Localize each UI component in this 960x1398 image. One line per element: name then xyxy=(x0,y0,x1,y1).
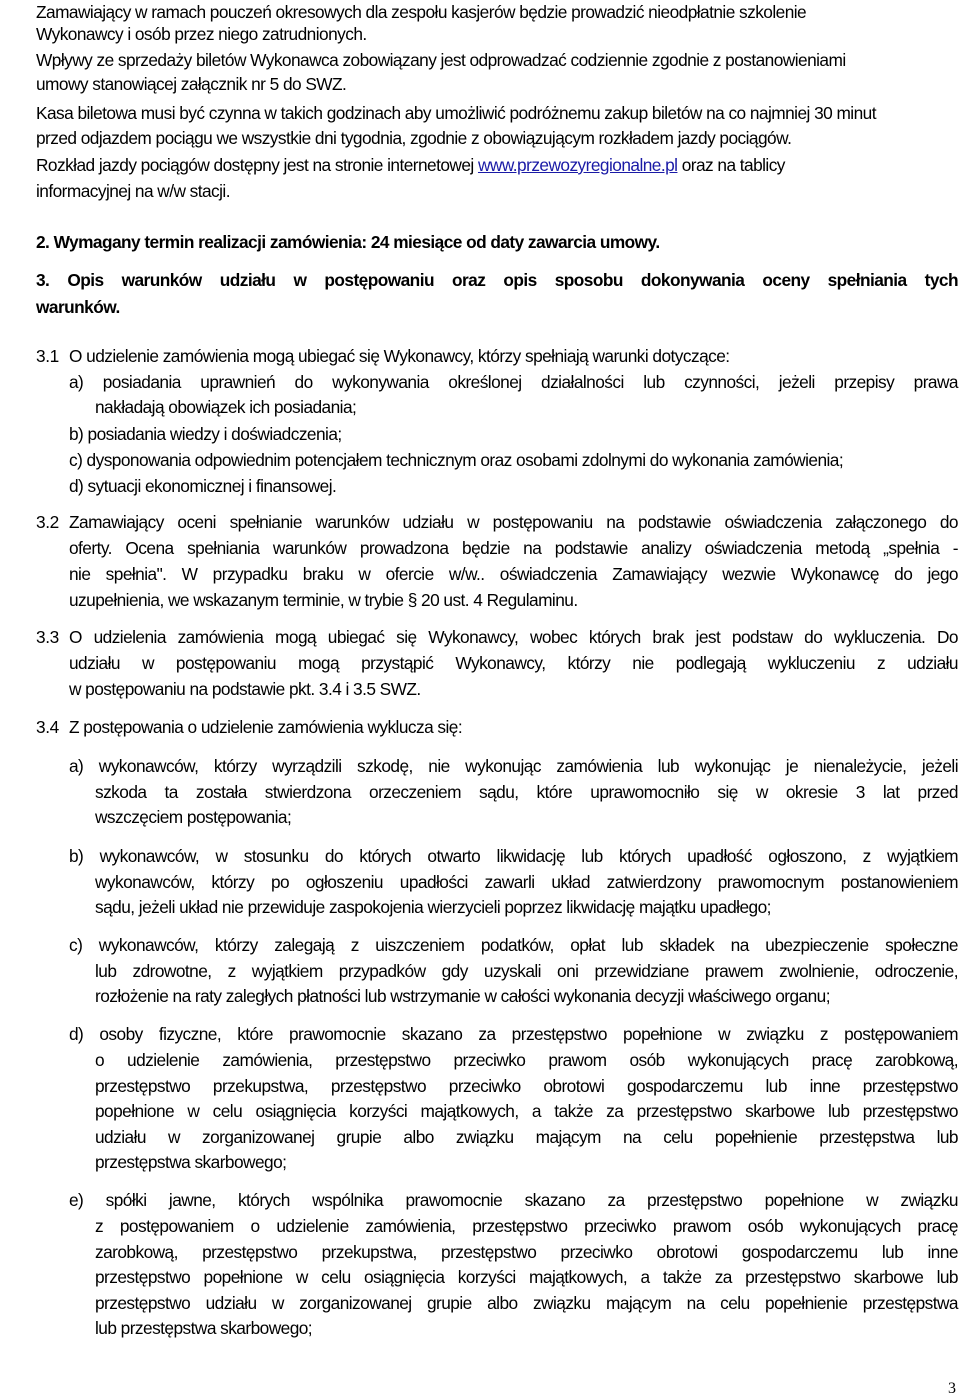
point-3-1-number: 3.1 xyxy=(36,346,59,366)
point-3-3-number: 3.3 xyxy=(36,627,59,647)
intro-line-8: informacyjnej na w/w stacji. xyxy=(36,181,230,201)
point-3-4-d-line-5: udziału w zorganizowanej grupie albo związku mającym na celu popełnienie przestępstwa lub xyxy=(95,1127,958,1147)
point-3-2-line-3: nie spełnia". W przypadku braku w ofercie w/w.. oświadczenia Zamawiający wezwie Wykonawcę do jego xyxy=(69,564,958,584)
point-3-4-e-line-5: przestępstwo udziału w zorganizowanej grupie albo związku mającym na celu popełnienie przestępstwa xyxy=(95,1293,958,1313)
section-3-heading-line-2: warunków. xyxy=(36,297,120,317)
point-3-1-text: O udzielenie zamówienia mogą ubiegać się Wykonawcy, którzy spełniają warunki dotyczące: xyxy=(69,346,730,366)
point-3-4-a-line-3: wszczęciem postępowania; xyxy=(95,807,292,827)
intro-line-3: Wpływy ze sprzedaży biletów Wykonawca zobowiązany jest odprowadzać codziennie zgodnie z postanowieniami xyxy=(36,50,846,70)
point-3-1-a-line-2: nakładają obowiązek ich posiadania; xyxy=(95,397,357,417)
page-number: 3 xyxy=(948,1380,956,1397)
point-3-4-d-line-4: popełnione w celu osiągnięcia korzyści majątkowych, a także za przestępstwo skarbowe lub przestępstwo xyxy=(95,1101,958,1121)
point-3-3-line-3: w postępowaniu na podstawie pkt. 3.4 i 3.5 SWZ. xyxy=(69,679,421,699)
intro-line-1: Zamawiający w ramach pouczeń okresowych dla zespołu kasjerów będzie prowadzić nieodpłatnie szkolenie xyxy=(36,2,807,22)
point-3-1-c: c) dysponowania odpowiednim potencjałem technicznym oraz osobami zdolnymi do wykonania zamówienia; xyxy=(69,450,844,470)
point-3-4-d-line-2: o udzielenie zamówienia, przestępstwo przeciwko prawom osób wykonujących pracę zarobkową, xyxy=(95,1050,958,1070)
point-3-2-line-2: oferty. Ocena spełniania warunków prowadzona będzie na podstawie analizy oświadczenia metodą „spełnia - xyxy=(69,538,958,558)
point-3-2-number: 3.2 xyxy=(36,512,59,532)
website-link[interactable]: www.przewozyregionalne.pl xyxy=(477,155,678,175)
intro-line-7-tail: oraz na tablicy xyxy=(677,155,785,175)
point-3-2-line-1: Zamawiający oceni spełnianie warunków udziału w postępowaniu na podstawie oświadczenia załączonego do xyxy=(69,512,958,532)
intro-line-2: Wykonawcy i osób przez niego zatrudnionych. xyxy=(36,24,367,44)
point-3-4-d-line-1: d) osoby fizyczne, które prawomocnie skazano za przestępstwo popełnione w związku z postępowaniem xyxy=(69,1024,958,1044)
point-3-4-a-line-1: a) wykonawców, którzy wyrządzili szkodę, nie wykonując zamówienia lub wykonując je nienależycie, jeżeli xyxy=(69,756,958,776)
section-3-heading-line-1: 3. Opis warunków udziału w postępowaniu oraz opis sposobu dokonywania oceny spełniania tych xyxy=(36,270,958,290)
point-3-4-b-line-3: sądu, jeżeli układ nie przewiduje zaspokojenia wierzycieli poprzez likwidację majątku upadłego; xyxy=(95,897,771,917)
point-3-4-b-line-2: wykonawców, którzy po ogłoszeniu upadłości zawarli układ zatwierdzony prawomocnym postanowieniem xyxy=(95,872,958,892)
point-3-4-c-line-3: rozłożenie na raty zaległych płatności lub wstrzymanie w całości wykonania decyzji właściwego organu; xyxy=(95,986,830,1006)
point-3-1-b: b) posiadania wiedzy i doświadczenia; xyxy=(69,424,342,444)
point-3-1-d: d) sytuacji ekonomicznej i finansowej. xyxy=(69,476,337,496)
point-3-4-d-line-6: przestępstwa skarbowego; xyxy=(95,1152,287,1172)
intro-line-6: przed odjazdem pociągu we wszystkie dni tygodnia, zgodnie z obowiązującym rozkładem jazdy pociągów. xyxy=(36,128,792,148)
intro-line-7 xyxy=(36,155,785,175)
point-3-4-text: Z postępowania o udzielenie zamówienia wyklucza się: xyxy=(69,717,463,737)
point-3-4-number: 3.4 xyxy=(36,717,59,737)
point-3-4-c-line-2: lub zdrowotne, z wyjątkiem przypadków gdy uzyskali oni przewidziane prawem zwolnienie, odroczenie, xyxy=(95,961,958,981)
intro-line-7-text: Rozkład jazdy pociągów dostępny jest na stronie internetowej xyxy=(36,155,478,175)
point-3-2-line-4: uzupełnienia, we wskazanym terminie, w trybie § 20 ust. 4 Regulaminu. xyxy=(69,590,578,610)
point-3-4-e-line-4: przestępstwo popełnione w celu osiągnięcia korzyści majątkowych, a także za przestępstwo skarbowe lub xyxy=(95,1267,958,1287)
intro-line-4: umowy stanowiącej załącznik nr 5 do SWZ. xyxy=(36,74,347,94)
section-2-heading: 2. Wymagany termin realizacji zamówienia: 24 miesiące od daty zawarcia umowy. xyxy=(36,232,660,252)
point-3-3-line-1: O udzielenia zamówienia mogą ubiegać się Wykonawcy, wobec których brak jest podstaw do wykluczenia. Do xyxy=(69,627,958,647)
point-3-4-e-line-1: e) spółki jawne, których wspólnika prawomocnie skazano za przestępstwo popełnione w związku xyxy=(69,1190,958,1210)
point-3-4-e-line-6: lub przestępstwa skarbowego; xyxy=(95,1318,313,1338)
point-3-1-a-line-1: a) posiadania uprawnień do wykonywania określonej działalności lub czynności, jeżeli przepisy prawa xyxy=(69,372,958,392)
point-3-4-e-line-2: z postępowaniem o udzielenie zamówienia, przestępstwo przeciwko prawom osób wykonujących pracę xyxy=(95,1216,958,1236)
point-3-4-a-line-2: szkoda ta została stwierdzona orzeczeniem sądu, które uprawomocniło się w okresie 3 lat przed xyxy=(95,782,958,802)
point-3-4-d-line-3: przestępstwo przekupstwa, przestępstwo przeciwko obrotowi gospodarczemu lub inne przestępstwo xyxy=(95,1076,958,1096)
point-3-4-e-line-3: zarobkową, przestępstwo przekupstwa, przestępstwo przeciwko obrotowi gospodarczemu lub inne xyxy=(95,1242,958,1262)
point-3-4-b-line-1: b) wykonawców, w stosunku do których otwarto likwidację lub których upadłość ogłoszono, z wyjątkiem xyxy=(69,846,958,866)
intro-line-5: Kasa biletowa musi być czynna w takich godzinach aby umożliwić podróżnemu zakup biletów na co najmniej 30 minut xyxy=(36,103,876,123)
point-3-3-line-2: udziału w postępowaniu mogą przystąpić Wykonawcy, którzy nie podlegają wykluczeniu z udziału xyxy=(69,653,958,673)
point-3-4-c-line-1: c) wykonawców, którzy zalegają z uiszczeniem podatków, opłat lub składek na ubezpieczenie społeczne xyxy=(69,935,958,955)
